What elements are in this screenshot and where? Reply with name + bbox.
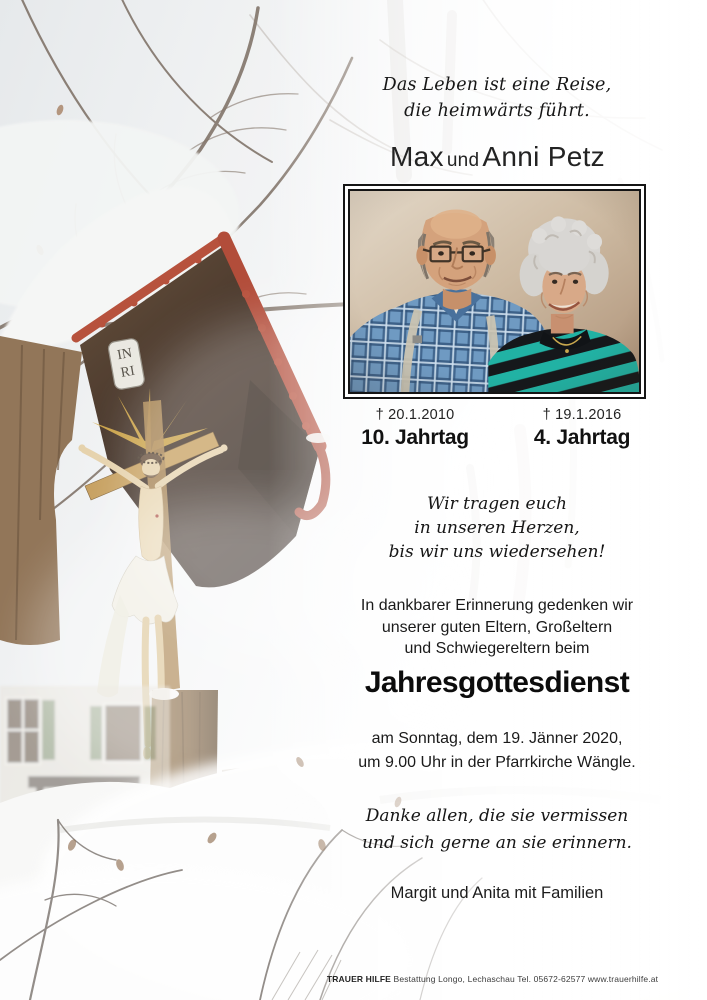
- thanks-text: [332, 803, 662, 857]
- portrait-couple-illustration: [350, 191, 639, 392]
- invitation-line2: unserer guten Eltern, Großeltern: [381, 618, 613, 636]
- funeral-home-brand: TRAUER HILFE: [326, 974, 391, 984]
- service-title: Jahresgottesdienst: [364, 666, 630, 699]
- death-date-left: † 20.1.2010: [375, 407, 455, 423]
- name-first: Max: [390, 141, 444, 172]
- verse-line3: bis wir uns wiedersehen!: [388, 542, 606, 562]
- thanks-line1: Danke allen, die sie vermissen: [365, 806, 629, 826]
- name-conjunction: und: [446, 150, 480, 171]
- verse-line2: in unseren Herzen,: [414, 518, 580, 538]
- name-second: Anni Petz: [482, 141, 605, 172]
- invitation-line3: und Schwiegereltern beim: [404, 640, 590, 657]
- memorial-verse: [332, 492, 662, 564]
- opening-quote-line1: Das Leben ist eine Reise,: [382, 75, 612, 95]
- opening-quote: [337, 72, 657, 124]
- memorial-left: [340, 407, 490, 450]
- invitation-text: [322, 595, 672, 660]
- anniversary-right: 4. Jahrtag: [533, 426, 631, 449]
- thanks-line2: und sich gerne an sie erinnern.: [362, 833, 632, 853]
- memorial-right: [507, 407, 657, 450]
- death-date-right: † 19.1.2016: [542, 407, 622, 423]
- funeral-home-footer: [270, 974, 707, 984]
- portrait-photo-frame: [343, 184, 646, 399]
- service-details: [322, 727, 672, 775]
- family-signature: Margit und Anita mit Familien: [390, 884, 604, 902]
- opening-quote-line2: die heimwärts führt.: [404, 101, 590, 121]
- service-time-place: um 9.00 Uhr in der Pfarrkirche Wängle.: [358, 754, 636, 771]
- invitation-line1: In dankbarer Erinnerung gedenken wir: [360, 597, 634, 614]
- portrait-photo: [348, 189, 641, 394]
- funeral-home-details: Bestattung Longo, Lechaschau Tel. 05672-62577 www.trauerhilfe.at: [391, 974, 659, 984]
- deceased-names: [310, 141, 685, 173]
- verse-line1: Wir tragen euch: [426, 494, 567, 514]
- service-date: am Sonntag, dem 19. Jänner 2020,: [371, 730, 623, 747]
- anniversary-left: 10. Jahrtag: [361, 426, 469, 449]
